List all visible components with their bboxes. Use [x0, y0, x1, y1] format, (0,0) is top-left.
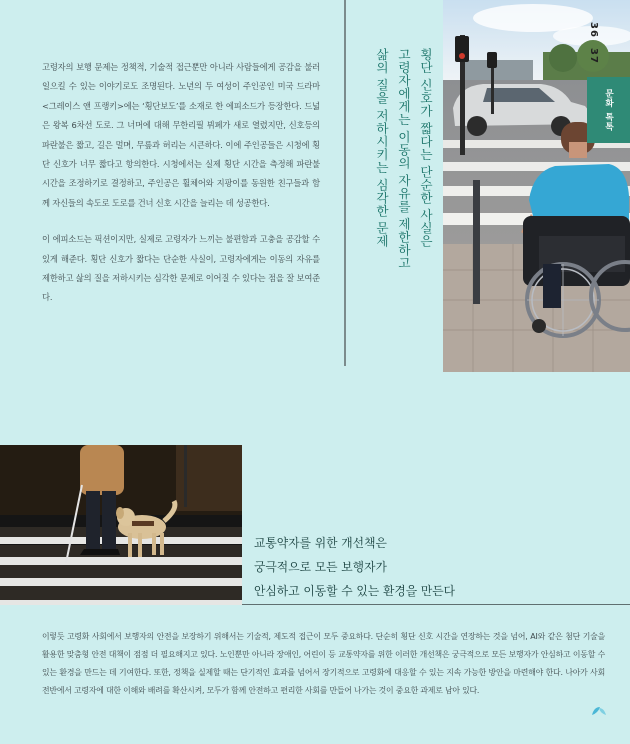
- page-numbers: [588, 22, 599, 64]
- wheelchair-crosswalk-photo: [443, 0, 630, 372]
- section-label: 문화 톡톡: [603, 88, 614, 132]
- vertical-title-line-2: 고령자에게는 이동의 자유를 제한하고: [396, 48, 411, 270]
- page-number-left: 36: [588, 22, 599, 38]
- left-paragraph-1: 고령자의 보행 문제는 정책적, 기술적 접근뿐만 아니라 사람들에게 공감을 불러일으킬 수 있는 이야기로도 조명된다. 노년의 두 여성이 주인공인 미국 드라마 <그레이스 앤 프랭키>에는 ‘횡단보도’를 소재로 한 에피소드가 등장한다. 드넓은 왕복 6차선 도로. 그 너머에 대해 무한리필 뷔페가 새로 열렸지만, 신호등의 파란불은 짧고, 길은 멀며, 무릎과 허리는 시큰하다. 이에 주인공들은 시청에 횡단 신호가 너무 짧다고 항의한다. 시청에서는 실제 횡단 시간을 측정해 파란불 시간을 조정하기로 결정하고, 주인공은 휠체어와 지팡이를 동원한 친구들과 함께 자신들의 속도로 도로를 건너 신호 시간을 늘리는 데 성공한다.: [42, 62, 320, 208]
- left-article-column: [42, 58, 320, 325]
- pull-quote-line-2: 궁극적으로 모든 보행자가: [254, 560, 387, 574]
- leaf-icon: [591, 701, 607, 720]
- vertical-title-line-3: 삶의 질을 저하시키는 심각한 문제: [374, 48, 389, 248]
- guide-dog-crosswalk-photo: [0, 445, 242, 605]
- vertical-title: [356, 48, 436, 318]
- pull-quote: [254, 531, 614, 603]
- bottom-paragraph: 이렇듯 고령화 사회에서 보행자의 안전을 보장하기 위해서는 기술적, 제도적 접근이 모두 중요하다. 단순히 횡단 신호 시간을 연장하는 것을 넘어, AI와 같은 첨단 기술을 활용한 맞춤형 안전 대책이 점점 더 필요해지고 있다. 노인뿐만 아니라 장애인, 어린이 등 교통약자를 위한 이러한 개선책은 궁극적으로 모든 보행자가 안심하고 이동할 수 있는 환경을 만드는 데 기여한다. 또한, 정책을 실제할 때는 단기적인 효과를 넘어서 장기적으로 고령화에 대응할 수 있는 지속 가능한 방안을 마련해야 한다. 나아가 사회 전반에서 고령자에 대한 이해와 배려를 확산시켜, 모두가 함께 안전하고 편리한 사회를 만들어 나가는 것이 중요한 과제로 남아 있다.: [42, 632, 605, 695]
- horizontal-divider: [242, 604, 630, 605]
- pull-quote-line-3: 안심하고 이동할 수 있는 환경을 만든다: [254, 584, 456, 598]
- vertical-title-line-1: 횡단 신호가 짧다는 단순한 사실은: [418, 48, 433, 248]
- section-label-tab: [587, 77, 630, 143]
- vertical-divider: [344, 0, 346, 366]
- pull-quote-line-1: 교통약자를 위한 개선책은: [254, 536, 387, 550]
- left-paragraph-2: 이 에피소드는 픽션이지만, 실제로 고령자가 느끼는 불편함과 고충을 공감할 수 있게 해준다. 횡단 신호가 짧다는 단순한 사실이, 고령자에게는 이동의 자유를 제한하고 삶의 질을 저하시키는 심각한 문제로 이어질 수 있다는 점을 잘 보여준다.: [42, 234, 320, 303]
- bottom-article-column: [42, 628, 605, 700]
- page-number-right: 37: [588, 48, 599, 65]
